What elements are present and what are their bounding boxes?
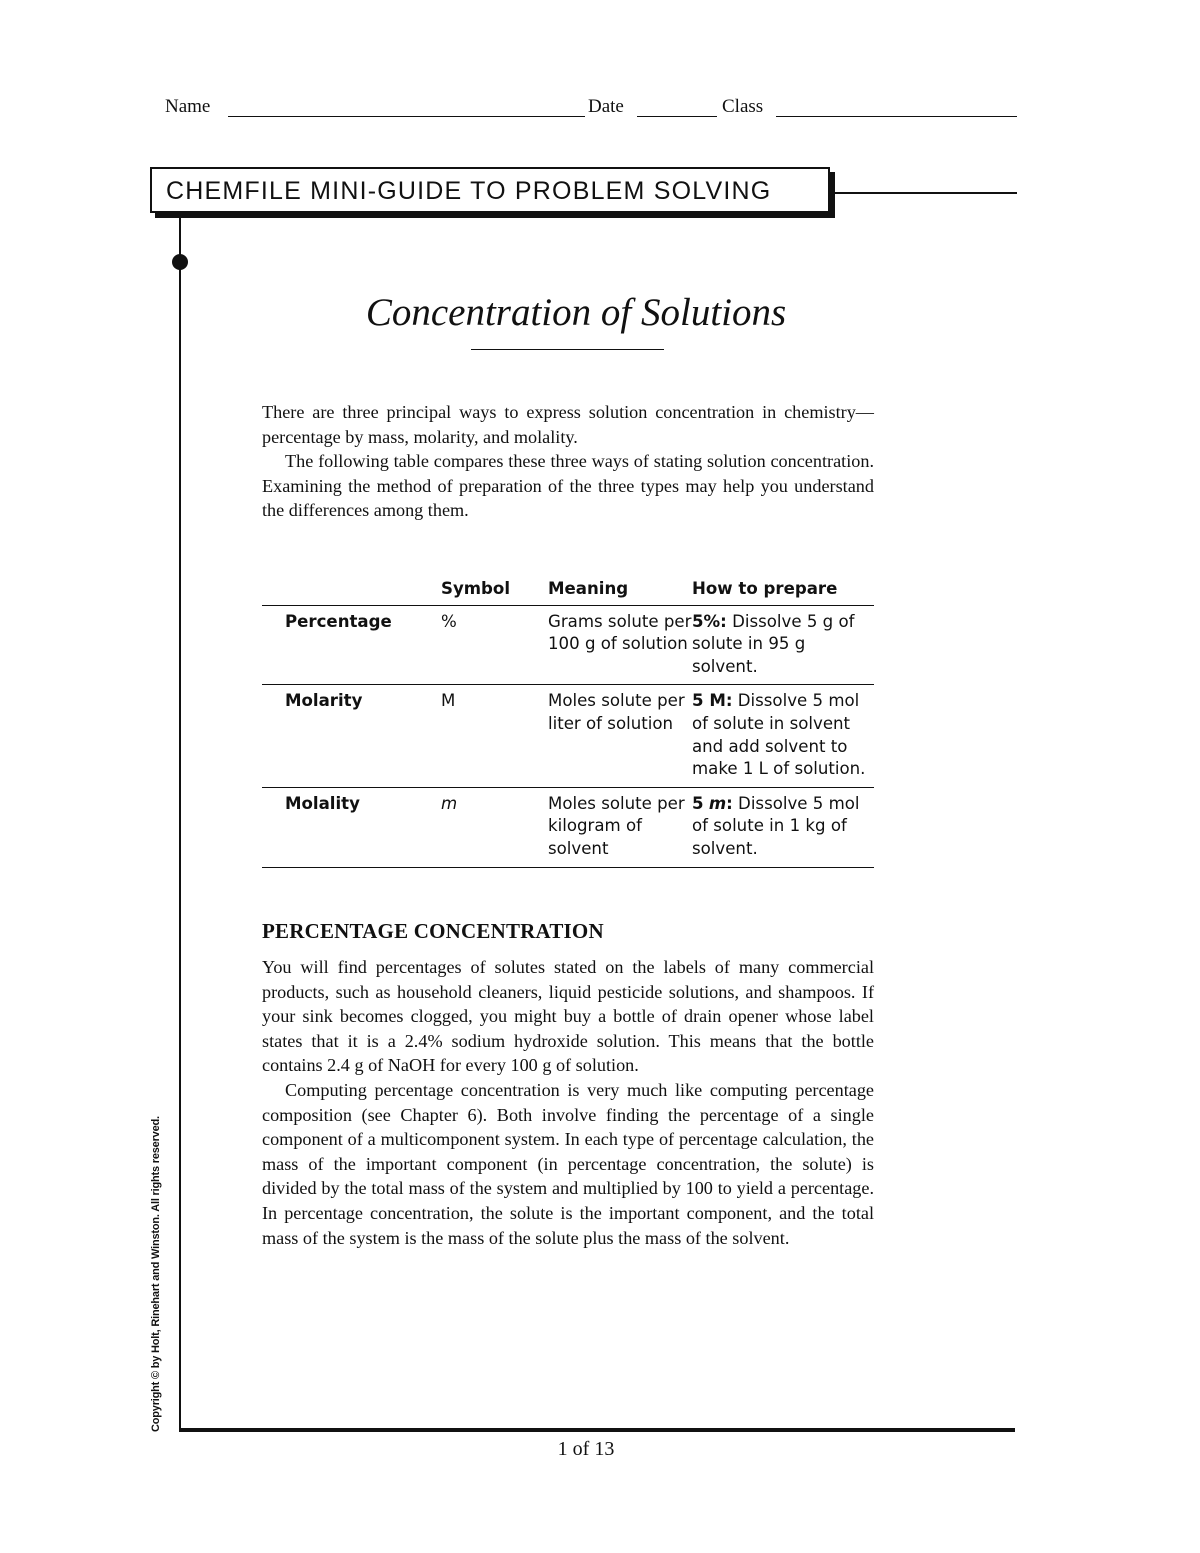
chemfile-banner	[150, 167, 830, 213]
prep-amount: 5 M:	[692, 691, 733, 711]
prep-unit: m	[708, 793, 727, 813]
prep-amount: 5	[692, 793, 704, 813]
name-date-class-header	[165, 96, 1017, 122]
date-label: Date	[588, 96, 624, 117]
table-row	[262, 685, 874, 787]
row-name: Molality	[262, 787, 441, 867]
banner-tick-rule	[828, 176, 830, 212]
table-header-cell	[262, 578, 441, 605]
row-name: Percentage	[262, 605, 441, 685]
row-name: Molarity	[262, 685, 441, 787]
concentration-comparison-table	[262, 578, 874, 868]
row-preparation	[692, 605, 874, 685]
name-label: Name	[165, 96, 211, 117]
table-header-row	[262, 578, 874, 605]
name-field-line	[228, 116, 585, 117]
date-field-line	[637, 116, 717, 117]
title-underline	[471, 349, 664, 350]
table-header-cell: How to prepare	[692, 578, 874, 605]
prep-colon: :	[726, 793, 733, 813]
class-field-line	[776, 116, 1017, 117]
table-header-cell: Meaning	[548, 578, 692, 605]
bullet-dot	[172, 254, 188, 270]
left-vertical-rule	[179, 214, 181, 1432]
banner-rule	[832, 192, 1017, 194]
prep-text: Dissolve 5 g of solute in 95 g solvent.	[692, 611, 855, 676]
row-symbol: M	[441, 685, 548, 787]
table-row	[262, 605, 874, 685]
section-text	[262, 955, 874, 1250]
table-row	[262, 787, 874, 867]
section-paragraph-1: You will find percentages of solutes stated on the labels of many commercial products, such as household cleaners, liquid pesticide solutions, and shampoos. If your sink becomes clogged, you might buy a bottle of drain opener whose label states that it is a 2.4% sodium hydroxide solution. This means that the bottle contains 2.4 g of NaOH for every 100 g of solution.	[262, 957, 874, 1076]
row-symbol: %	[441, 605, 548, 685]
page-title: Concentration of Solutions	[365, 291, 787, 334]
class-label: Class	[722, 96, 764, 117]
banner-text: CHEMFILE MINI-GUIDE TO PROBLEM SOLVING	[166, 177, 772, 205]
row-meaning: Grams solute per 100 g of solution	[548, 605, 692, 685]
row-preparation	[692, 787, 874, 867]
section-paragraph-2: Computing percentage concentration is very much like computing percentage composition (see Chapter 6). Both involve finding the percentage of a single component of a multicomponent system. In each type of percentage calculation, the mass of the important component (in percentage concentration, the solute) is divided by the total mass of the system and multiplied by 100 to yield a percentage. In percentage concentration, the solute is the important component, and the total mass of the system is the mass of the solute plus the mass of the solvent.	[262, 1079, 874, 1248]
table-header-cell: Symbol	[441, 578, 548, 605]
copyright-notice: Copyright © by Holt, Rinehart and Winston. All rights reserved.	[150, 1116, 162, 1432]
row-preparation	[692, 685, 874, 787]
prep-text: Dissolve 5 mol of solute in solvent and add solvent to make 1 L of solution.	[692, 691, 866, 779]
bottom-rule	[179, 1428, 1015, 1432]
row-meaning: Moles solute per liter of solution	[548, 685, 692, 787]
intro-paragraph-2: The following table compares these three ways of stating solution concentration. Examining the method of preparation of the three types may help you understand the differences among them.	[262, 451, 874, 521]
section-heading: PERCENTAGE CONCENTRATION	[262, 919, 604, 943]
row-symbol: m	[441, 787, 548, 867]
prep-amount: 5%:	[692, 611, 727, 631]
prep-text: Dissolve 5 mol of solute in 1 kg of solvent.	[692, 793, 860, 858]
intro-text	[262, 400, 874, 523]
intro-paragraph-1: There are three principal ways to express solution concentration in chemistry—percentage by mass, molarity, and molality.	[262, 402, 874, 447]
row-meaning: Moles solute per kilogram of solvent	[548, 787, 692, 867]
page-number: 1 of 13	[557, 1438, 615, 1460]
